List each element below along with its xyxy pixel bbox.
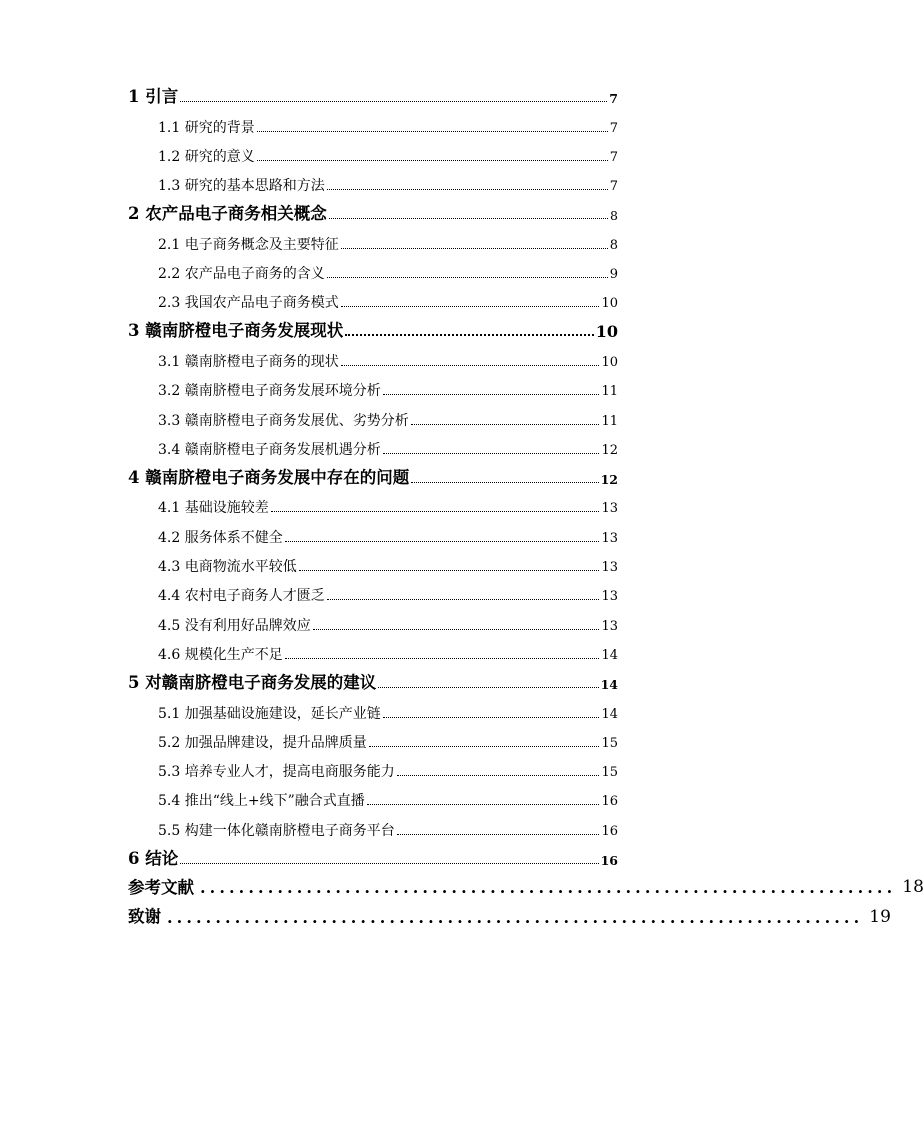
- dot-leader: [180, 862, 598, 864]
- toc-page: 14: [600, 676, 618, 692]
- toc-title: 4.3 电商物流水平较低: [158, 559, 297, 576]
- dot-leader: [299, 569, 600, 571]
- dot-leader: [369, 745, 600, 747]
- toc-page: 15: [601, 735, 618, 751]
- toc-entry[interactable]: [128, 691, 618, 720]
- toc-entry[interactable]: [128, 457, 618, 486]
- dot-leader: [397, 774, 600, 776]
- dot-leader: [367, 803, 600, 805]
- toc-page: 15: [601, 765, 618, 781]
- toc-title: 5.2 加强品牌建设，提升品牌质量: [158, 734, 367, 751]
- toc-entry[interactable]: [128, 867, 924, 898]
- dot-leader: [378, 686, 598, 688]
- toc-page: 16: [600, 852, 618, 868]
- dot-leader: [257, 159, 608, 161]
- toc-page: 12: [601, 442, 618, 458]
- dot-leader: [271, 510, 600, 512]
- toc-page: 18: [902, 877, 924, 898]
- dot-leader: [383, 452, 600, 454]
- toc-page: 13: [601, 530, 618, 546]
- dot-leader: [313, 628, 600, 630]
- toc-entry[interactable]: [128, 896, 891, 927]
- toc-entry[interactable]: [128, 252, 618, 281]
- toc-title: 2.1 电子商务概念及主要特征: [158, 236, 339, 253]
- toc-title: 1.3 研究的基本思路和方法: [158, 178, 325, 195]
- toc-entry[interactable]: [128, 193, 618, 222]
- toc-entry[interactable]: [128, 545, 618, 574]
- toc-page: 13: [601, 501, 618, 517]
- toc-entry[interactable]: [128, 838, 618, 867]
- dot-leader: [327, 598, 600, 600]
- toc-page: 7: [609, 149, 618, 165]
- dot-leader: [257, 130, 608, 132]
- toc-title: 4.4 农村电子商务人才匮乏: [158, 588, 325, 605]
- toc-title: 2.3 我国农产品电子商务模式: [158, 295, 339, 312]
- toc-title: 1.1 研究的背景: [158, 119, 255, 136]
- toc-page: 8: [610, 207, 618, 223]
- toc-title: 4.1 基础设施较差: [158, 500, 269, 517]
- table-of-contents: [128, 76, 924, 927]
- toc-page: 7: [609, 90, 618, 106]
- toc-entry[interactable]: [128, 574, 618, 603]
- dot-leader: [327, 276, 608, 278]
- toc-title: 3.4 赣南脐橙电子商务发展机遇分析: [158, 441, 381, 458]
- toc-title: 1 引言: [128, 86, 179, 106]
- toc-entry[interactable]: [128, 662, 618, 691]
- toc-entry[interactable]: [128, 310, 618, 339]
- dot-leader: [285, 657, 600, 659]
- toc-entry[interactable]: [128, 281, 618, 310]
- toc-page: 16: [601, 823, 618, 839]
- toc-title: 3.1 赣南脐橙电子商务的现状: [158, 353, 339, 370]
- toc-page: 12: [600, 471, 618, 487]
- toc-page: 9: [609, 267, 618, 283]
- toc-entry[interactable]: [128, 164, 618, 193]
- toc-title: 5.1 加强基础设施建设，延长产业链: [158, 705, 381, 722]
- toc-title: 3 赣南脐橙电子商务发展现状: [128, 321, 344, 341]
- toc-entry[interactable]: [128, 369, 618, 398]
- toc-page: 10: [601, 354, 618, 370]
- toc-title: 4.2 服务体系不健全: [158, 529, 283, 546]
- dot-leader: ........................................................................: [200, 878, 897, 898]
- dot-leader: [285, 540, 600, 542]
- toc-page: 14: [601, 647, 618, 663]
- toc-title: 4.5 没有利用好品牌效应: [158, 617, 311, 634]
- toc-entry[interactable]: [128, 105, 618, 134]
- toc-page: 10: [601, 296, 618, 312]
- toc-entry[interactable]: [128, 135, 618, 164]
- toc-page: 13: [601, 589, 618, 605]
- toc-entry[interactable]: [128, 340, 618, 369]
- dot-leader: [383, 716, 600, 718]
- toc-title: 2 农产品电子商务相关概念: [128, 203, 327, 223]
- toc-title: 1.2 研究的意义: [158, 148, 255, 165]
- toc-entry[interactable]: [128, 222, 618, 251]
- toc-page: 16: [601, 794, 618, 810]
- toc-page: 13: [601, 560, 618, 576]
- toc-entry[interactable]: [128, 808, 618, 837]
- toc-entry[interactable]: [128, 515, 618, 544]
- dot-leader: ........................................................................: [167, 907, 864, 927]
- toc-title: 5 对赣南脐橙电子商务发展的建议: [128, 672, 377, 692]
- dot-leader: [345, 333, 594, 336]
- toc-page: 7: [609, 179, 618, 195]
- toc-page: 11: [601, 413, 618, 429]
- dot-leader: [180, 100, 607, 102]
- toc-title: 4.6 规模化生产不足: [158, 646, 283, 663]
- toc-entry[interactable]: [128, 76, 618, 105]
- toc-page: 11: [601, 384, 618, 400]
- toc-entry[interactable]: [128, 779, 618, 808]
- toc-page: 10: [595, 321, 618, 341]
- dot-leader: [397, 833, 600, 835]
- toc-title: 2.2 农产品电子商务的含义: [158, 266, 325, 283]
- toc-entry[interactable]: [128, 603, 618, 632]
- dot-leader: [341, 247, 608, 249]
- dot-leader: [341, 364, 600, 366]
- dot-leader: [411, 481, 598, 483]
- toc-entry[interactable]: [128, 750, 618, 779]
- toc-entry[interactable]: [128, 428, 618, 457]
- toc-title: 4 赣南脐橙电子商务发展中存在的问题: [128, 467, 410, 487]
- toc-title: 5.4 推出“线上+线下”融合式直播: [158, 793, 365, 810]
- toc-entry[interactable]: [128, 721, 618, 750]
- toc-page: 7: [609, 120, 618, 136]
- toc-title: 3.3 赣南脐橙电子商务发展优、劣势分析: [158, 412, 409, 429]
- toc-title: 5.3 培养专业人才，提高电商服务能力: [158, 764, 395, 781]
- toc-title: 3.2 赣南脐橙电子商务发展环境分析: [158, 383, 381, 400]
- toc-title: 5.5 构建一体化赣南脐橙电子商务平台: [158, 822, 395, 839]
- toc-title: 致谢: [128, 907, 161, 927]
- toc-page: 8: [609, 237, 618, 253]
- toc-title: 参考文献: [128, 877, 194, 897]
- toc-page: 19: [869, 906, 891, 927]
- toc-entry[interactable]: [128, 486, 618, 515]
- toc-entry[interactable]: [128, 398, 618, 427]
- dot-leader: [383, 393, 600, 395]
- toc-entry[interactable]: [128, 633, 618, 662]
- dot-leader: [329, 217, 608, 219]
- toc-page: 14: [601, 706, 618, 722]
- dot-leader: [327, 188, 608, 190]
- dot-leader: [411, 423, 600, 425]
- dot-leader: [341, 305, 600, 307]
- toc-page: 13: [601, 618, 618, 634]
- toc-title: 6 结论: [128, 848, 179, 868]
